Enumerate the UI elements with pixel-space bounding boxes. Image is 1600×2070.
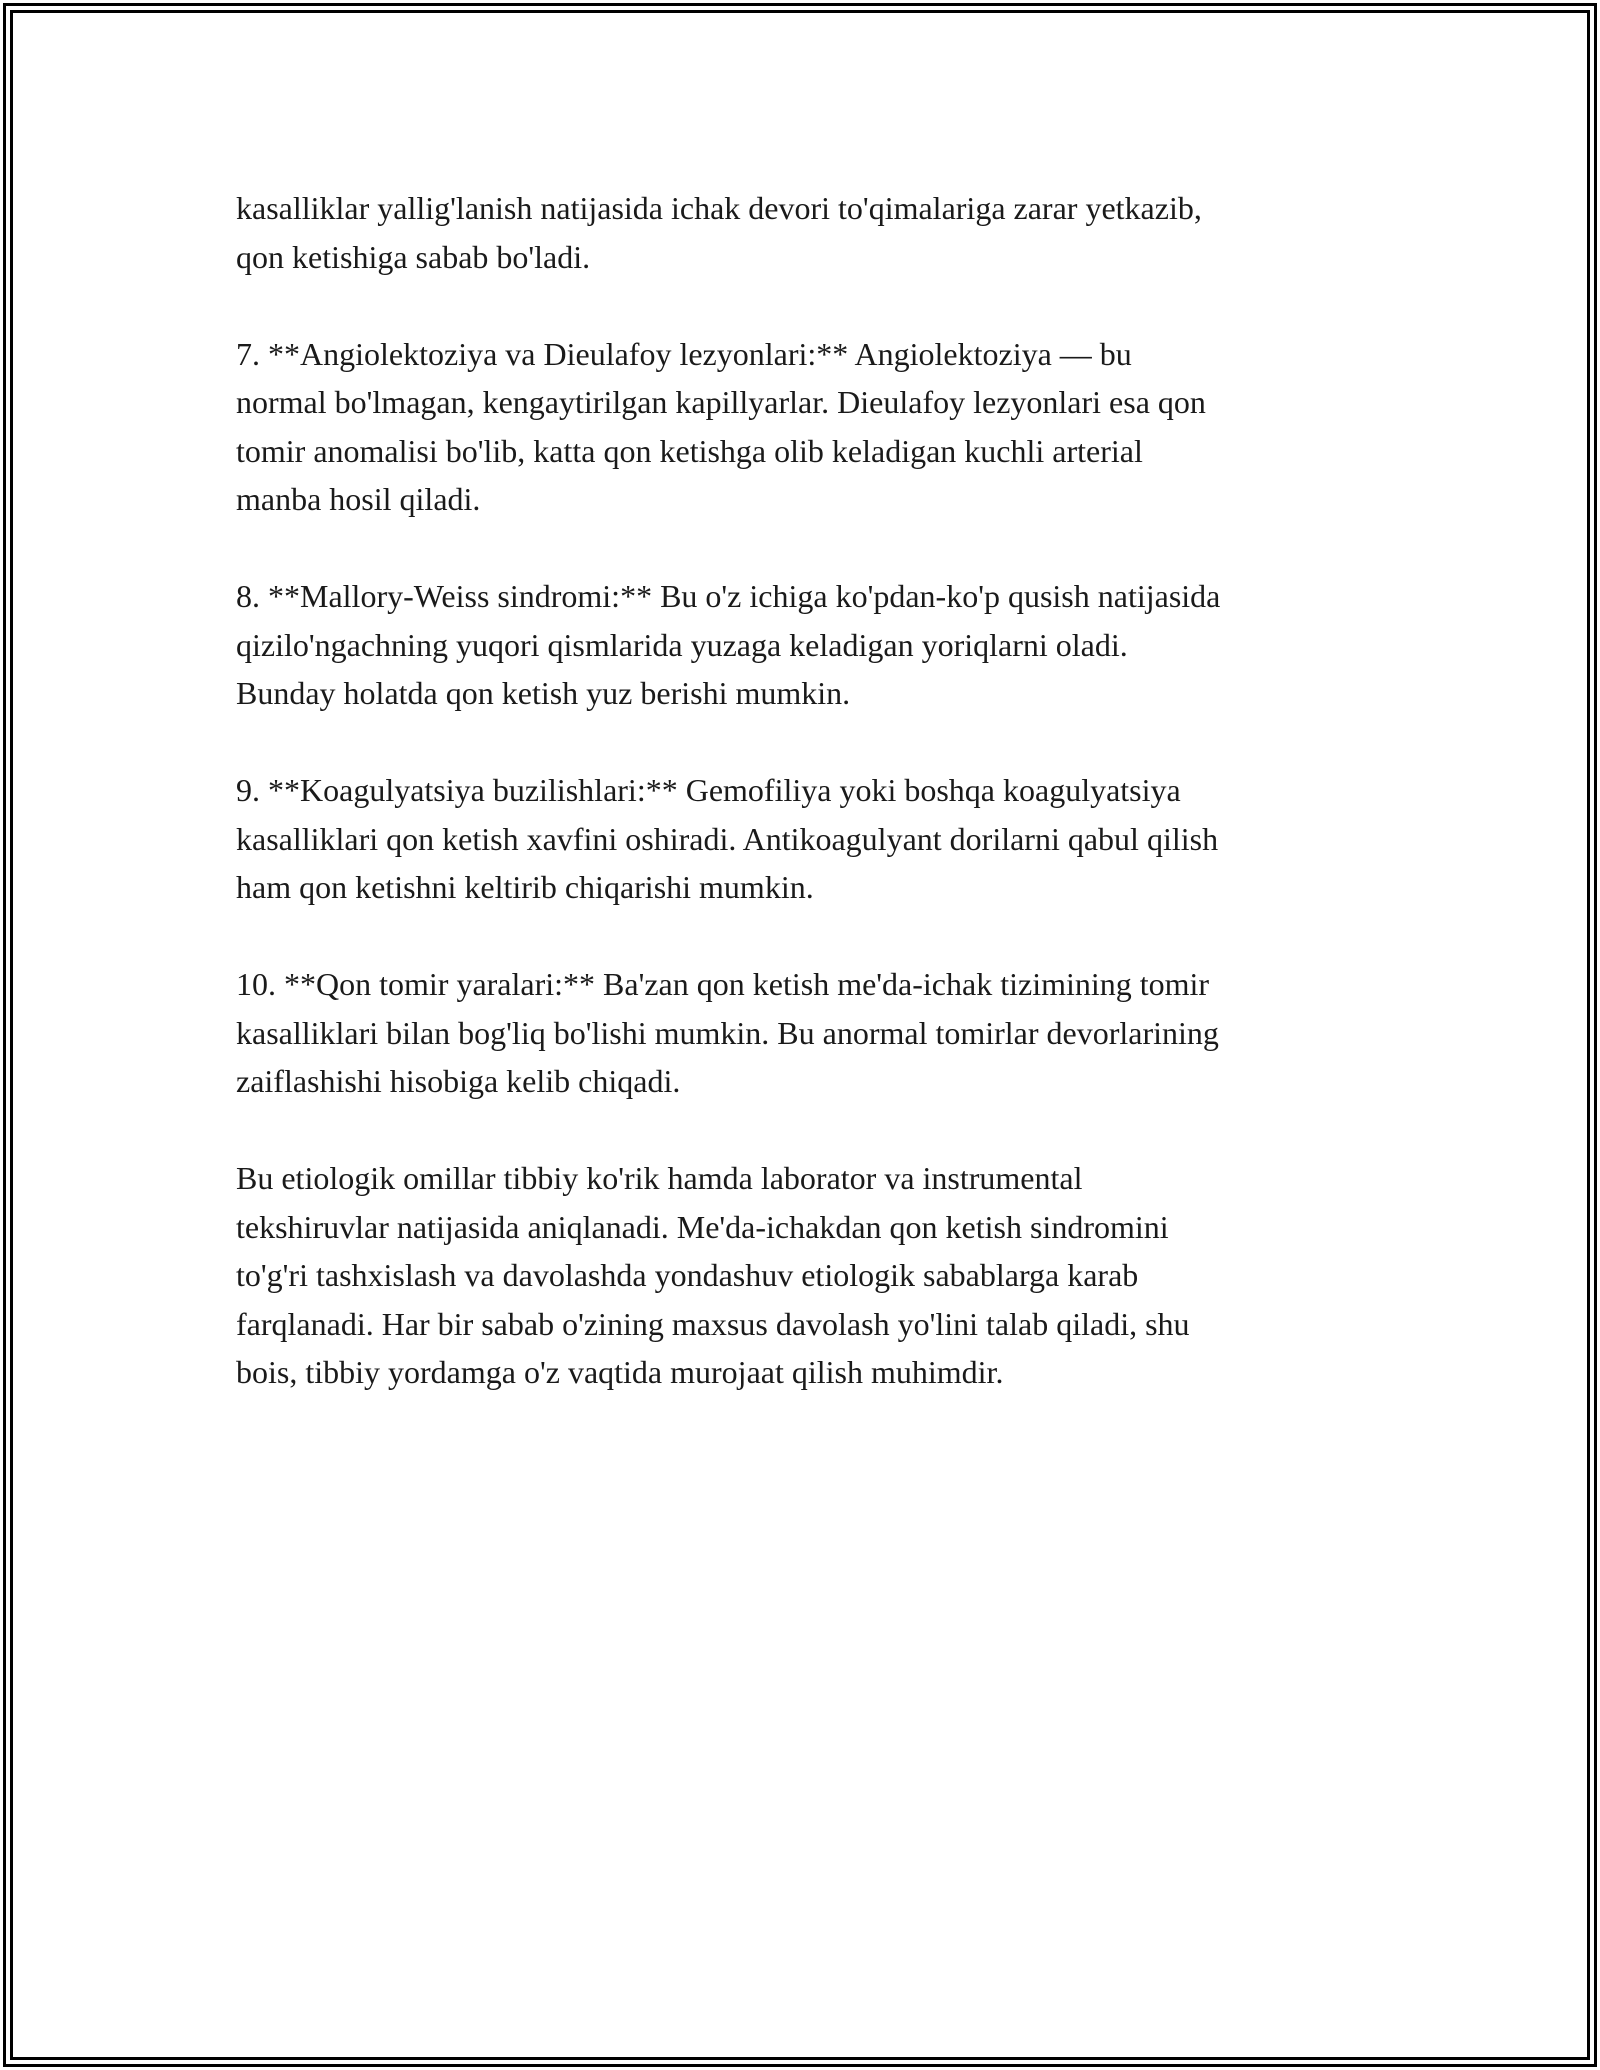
text-line: qon ketishiga sabab bo'ladi. <box>236 238 591 275</box>
text-line: kasalliklar yallig'lanish natijasida ichak devori to'qimalariga zarar yetkazib, <box>236 190 1202 226</box>
text-line: normal bo'lmagan, kengaytirilgan kapillyarlar. Dieulafoy lezyonlari esa qon <box>236 384 1206 420</box>
paragraph-continuation <box>236 184 1406 281</box>
paragraph-item-7 <box>236 330 1406 524</box>
paragraph-item-10 <box>236 960 1406 1106</box>
text-line: bois, tibbiy yordamga o'z vaqtida murojaat qilish muhimdir. <box>236 1354 1004 1390</box>
paragraph-item-9 <box>236 766 1406 912</box>
text-line: 10. **Qon tomir yaralari:** Ba'zan qon ketish me'da-ichak tizimining tomir <box>236 966 1210 1002</box>
text-line: ham qon ketishni keltirib chiqarishi mumkin. <box>236 869 814 905</box>
text-line: Bu etiologik omillar tibbiy ko'rik hamda laborator va instrumental <box>236 1160 1083 1196</box>
document-body <box>236 184 1406 1397</box>
text-line: Bunday holatda qon ketish yuz berishi mumkin. <box>236 675 851 711</box>
text-line: kasalliklari qon ketish xavfini oshiradi. Antikoagulyant dorilarni qabul qilish <box>236 820 1219 857</box>
text-line: tomir anomalisi bo'lib, katta qon ketishga olib keladigan kuchli arterial <box>236 432 1143 469</box>
text-line: tekshiruvlar natijasida aniqlanadi. Me'da-ichakdan qon ketish sindromini <box>236 1208 1169 1245</box>
text-line: 9. **Koagulyatsiya buzilishlari:** Gemofiliya yoki boshqa koagulyatsiya <box>236 772 1181 808</box>
text-line: 8. **Mallory-Weiss sindromi:** Bu o'z ichiga ko'pdan-ko'p qusish natijasida <box>236 578 1221 614</box>
paragraph-item-8 <box>236 572 1406 718</box>
text-line: kasalliklari bilan bog'liq bo'lishi mumkin. Bu anormal tomirlar devorlarining <box>236 1014 1219 1051</box>
text-line: farqlanadi. Har bir sabab o'zining maxsus davolash yo'lini talab qiladi, shu <box>236 1305 1190 1342</box>
text-line: manba hosil qiladi. <box>236 481 481 517</box>
text-line: to'g'ri tashxislash va davolashda yondashuv etiologik sabablarga karab <box>236 1257 1139 1293</box>
paragraph-conclusion <box>236 1154 1406 1397</box>
text-line: 7. **Angiolektoziya va Dieulafoy lezyonlari:** Angiolektoziya — bu <box>236 335 1132 372</box>
text-line: zaiflashishi hisobiga kelib chiqadi. <box>236 1063 681 1099</box>
text-line: qizilo'ngachning yuqori qismlarida yuzaga keladigan yoriqlarni oladi. <box>236 626 1128 663</box>
